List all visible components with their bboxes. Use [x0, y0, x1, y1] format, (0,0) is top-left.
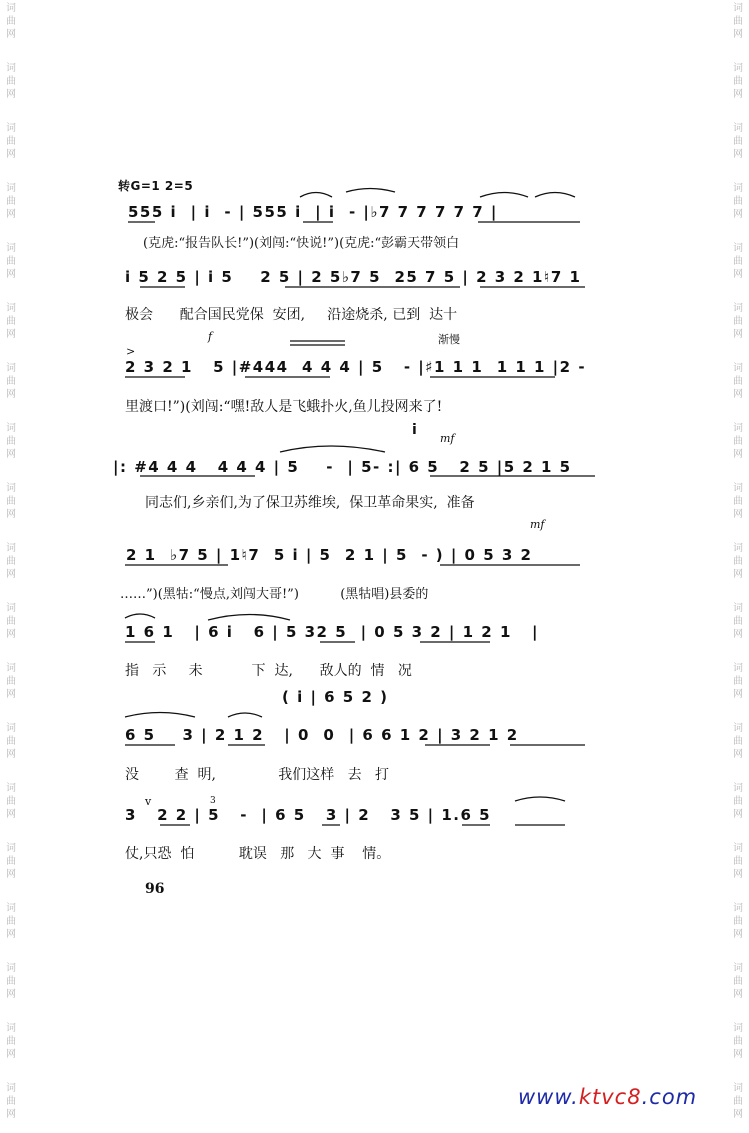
watermark-glyph: 网 — [733, 329, 743, 340]
watermark-glyph: 曲 — [733, 196, 743, 207]
watermark-glyph: 词 — [733, 723, 743, 734]
watermark-glyph: 曲 — [733, 436, 743, 447]
watermark-glyph: 词 — [6, 903, 16, 914]
accent-mark: > — [126, 345, 136, 358]
watermark-glyph: 词 — [733, 543, 743, 554]
watermark-glyph: 网 — [733, 1109, 743, 1120]
bracketed-notes: ( i | 6 5 2 ) — [282, 688, 389, 706]
watermark-glyph: 网 — [6, 449, 16, 460]
dynamic-forte: f — [208, 330, 213, 343]
watermark-glyph: 词 — [733, 3, 743, 14]
watermark-glyph: 曲 — [733, 496, 743, 507]
watermark-glyph: 曲 — [733, 676, 743, 687]
watermark-glyph: 词 — [6, 723, 16, 734]
watermark-glyph: 曲 — [733, 1096, 743, 1107]
watermark-glyph: 词 — [733, 1023, 743, 1034]
watermark-glyph: 词 — [6, 303, 16, 314]
watermark-glyph: 网 — [733, 509, 743, 520]
watermark-glyph: 曲 — [6, 856, 16, 867]
circled-note: i — [412, 422, 419, 438]
lyric-row-7: 没 查 明, 我们这样 去 打 — [125, 767, 389, 783]
watermark-glyph: 网 — [733, 209, 743, 220]
watermark-glyph: 词 — [733, 603, 743, 614]
watermark-glyph: 网 — [6, 29, 16, 40]
watermark-glyph: 网 — [733, 149, 743, 160]
watermark-glyph: 曲 — [6, 16, 16, 27]
watermark-glyph: 网 — [6, 209, 16, 220]
watermark-glyph: 曲 — [733, 856, 743, 867]
watermark-glyph: 网 — [6, 809, 16, 820]
page-number: 96 — [145, 881, 165, 897]
watermark-glyph: 词 — [6, 63, 16, 74]
notation-row-4: |: #4 4 4 4 4 4 | 5 - | 5- :| 6 5 2 5 |5 2 1 5 — [113, 458, 572, 476]
notation-row-1: 555 i | i - | 555 i | i - |♭7 7 7 7 7 7 | — [128, 203, 498, 221]
watermark-glyph: 词 — [6, 1023, 16, 1034]
dynamic-mf: mf — [440, 432, 455, 445]
watermark-glyph: 曲 — [733, 556, 743, 567]
watermark-glyph: 网 — [6, 989, 16, 1000]
grace-note: 3 — [210, 796, 216, 806]
watermark-glyph: 词 — [6, 663, 16, 674]
watermark-glyph: 网 — [6, 509, 16, 520]
watermark-glyph: 网 — [733, 389, 743, 400]
watermark-glyph: 词 — [6, 243, 16, 254]
watermark-glyph: 曲 — [6, 196, 16, 207]
watermark-glyph: 网 — [6, 149, 16, 160]
notation-row-2: i 5 2 5 | i 5 2 5 | 2 5♭7 5 25 7 5 | 2 3 2 1♮7 1 — [125, 268, 582, 286]
watermark-glyph: 曲 — [6, 376, 16, 387]
watermark-glyph: 词 — [6, 843, 16, 854]
lyric-row-6: 指 示 未 下 达, 敌人的 情 况 — [125, 663, 412, 679]
watermark-glyph: 网 — [733, 989, 743, 1000]
watermark-glyph: 词 — [733, 663, 743, 674]
watermark-glyph: 词 — [733, 1083, 743, 1094]
notation-row-3: 2 3 2 1 5 |#444 4 4 4 | 5 - |♯1 1 1 1 1 1 |2 - — [125, 358, 587, 376]
watermark-glyph: 词 — [6, 423, 16, 434]
breath-mark: v — [145, 795, 152, 808]
watermark-glyph: 词 — [6, 363, 16, 374]
watermark-glyph: 网 — [6, 1049, 16, 1060]
watermark-glyph: 网 — [733, 689, 743, 700]
watermark-glyph: 词 — [733, 63, 743, 74]
watermark-glyph: 曲 — [6, 496, 16, 507]
watermark-glyph: 曲 — [6, 436, 16, 447]
watermark-glyph: 网 — [6, 689, 16, 700]
watermark-glyph: 词 — [733, 963, 743, 974]
watermark-glyph: 词 — [733, 843, 743, 854]
watermark-glyph: 网 — [6, 869, 16, 880]
site-watermark[interactable] — [518, 1085, 697, 1109]
watermark-glyph: 曲 — [733, 136, 743, 147]
notation-row-7: 6 5 3 | 2 1 2 | 0 0 | 6 6 1 2 | 3 2 1 2 — [125, 726, 519, 744]
watermark-glyph: 网 — [733, 89, 743, 100]
watermark-glyph: 词 — [6, 1083, 16, 1094]
watermark-glyph: 曲 — [733, 16, 743, 27]
watermark-glyph: 网 — [733, 629, 743, 640]
watermark-glyph: 词 — [6, 543, 16, 554]
watermark-glyph: 网 — [6, 389, 16, 400]
notation-row-6: 1 6 1 | 6 i 6 | 5 32 5 | 0 5 3 2 | 1 2 1 | — [125, 623, 540, 641]
watermark-glyph: 曲 — [733, 256, 743, 267]
lyric-row-2: 极会 配合国民党保 安团, 沿途烧杀, 已到 达十 — [125, 307, 458, 323]
watermark-glyph: 曲 — [6, 676, 16, 687]
watermark-glyph: 词 — [6, 3, 16, 14]
watermark-glyph: 词 — [733, 303, 743, 314]
key-signature: 转G=1 2=5 — [118, 179, 194, 193]
watermark-glyph: 网 — [6, 749, 16, 760]
watermark-glyph: 词 — [6, 603, 16, 614]
watermark-glyph: 词 — [6, 783, 16, 794]
watermark-glyph: 词 — [6, 483, 16, 494]
watermark-glyph: 曲 — [733, 736, 743, 747]
dynamic-mf-2: mf — [530, 518, 545, 531]
tempo-marking: 渐慢 — [438, 333, 460, 346]
watermark-glyph: 曲 — [6, 556, 16, 567]
watermark-glyph: 网 — [733, 29, 743, 40]
watermark-glyph: 网 — [6, 629, 16, 640]
watermark-glyph: 曲 — [6, 736, 16, 747]
watermark-glyph: 网 — [733, 809, 743, 820]
watermark-glyph: 词 — [733, 183, 743, 194]
watermark-glyph: 网 — [6, 1109, 16, 1120]
watermark-glyph: 曲 — [733, 916, 743, 927]
site-part-1: www. — [518, 1085, 579, 1109]
watermark-glyph: 网 — [733, 1049, 743, 1060]
watermark-glyph: 词 — [6, 963, 16, 974]
notation-row-5: 2 1 ♭7 5 | 1♮7 5 i | 5 2 1 | 5 - ) | 0 5 3 2 — [126, 546, 533, 564]
watermark-glyph: 词 — [733, 783, 743, 794]
watermark-glyph: 词 — [733, 903, 743, 914]
watermark-glyph: 曲 — [733, 376, 743, 387]
watermark-glyph: 网 — [6, 89, 16, 100]
watermark-glyph: 网 — [6, 269, 16, 280]
watermark-glyph: 词 — [733, 483, 743, 494]
watermark-glyph: 网 — [6, 569, 16, 580]
watermark-glyph: 曲 — [6, 136, 16, 147]
watermark-glyph: 词 — [6, 123, 16, 134]
watermark-glyph: 曲 — [6, 796, 16, 807]
site-part-2: ktvc8 — [578, 1085, 642, 1109]
lyric-row-5: ……”)(黑牯:“慢点,刘闯大哥!”) (黑牯唱)县委的 — [120, 587, 429, 602]
watermark-glyph: 词 — [733, 243, 743, 254]
watermark-glyph: 曲 — [733, 316, 743, 327]
lyric-row-3: 里渡口!”)(刘闯:“嘿!敌人是飞蛾扑火,鱼儿投网来了! — [125, 399, 443, 415]
watermark-glyph: 曲 — [733, 616, 743, 627]
watermark-glyph: 网 — [733, 749, 743, 760]
watermark-glyph: 网 — [733, 869, 743, 880]
watermark-glyph: 曲 — [6, 1036, 16, 1047]
watermark-glyph: 曲 — [733, 976, 743, 987]
watermark-glyph: 网 — [733, 569, 743, 580]
watermark-glyph: 词 — [733, 123, 743, 134]
site-part-3: .com — [641, 1085, 698, 1109]
watermark-glyph: 曲 — [6, 256, 16, 267]
watermark-glyph: 曲 — [733, 76, 743, 87]
watermark-glyph: 网 — [733, 449, 743, 460]
watermark-glyph: 词 — [733, 363, 743, 374]
notation-row-8: 3 2 2 | 5 - | 6 5 3 | 2 3 5 | 1.6 5 — [125, 806, 492, 824]
watermark-glyph: 网 — [733, 269, 743, 280]
lyric-row-1: (克虎:“报告队长!”)(刘闯:“快说!”)(克虎:“彭霸天带领白 — [143, 236, 460, 251]
watermark-glyph: 网 — [6, 329, 16, 340]
watermark-glyph: 曲 — [6, 76, 16, 87]
lyric-row-4: 同志们,乡亲们,为了保卫苏维埃, 保卫革命果实, 准备 — [145, 495, 475, 511]
watermark-glyph: 曲 — [6, 1096, 16, 1107]
watermark-glyph: 曲 — [6, 316, 16, 327]
watermark-glyph: 曲 — [6, 976, 16, 987]
lyric-row-8: 仗,只恐 怕 耽误 那 大 事 情。 — [125, 846, 391, 862]
watermark-glyph: 曲 — [733, 1036, 743, 1047]
watermark-glyph: 词 — [6, 183, 16, 194]
watermark-glyph: 网 — [733, 929, 743, 940]
watermark-glyph: 曲 — [6, 616, 16, 627]
watermark-glyph: 曲 — [733, 796, 743, 807]
watermark-glyph: 网 — [6, 929, 16, 940]
watermark-glyph: 曲 — [6, 916, 16, 927]
watermark-glyph: 词 — [733, 423, 743, 434]
